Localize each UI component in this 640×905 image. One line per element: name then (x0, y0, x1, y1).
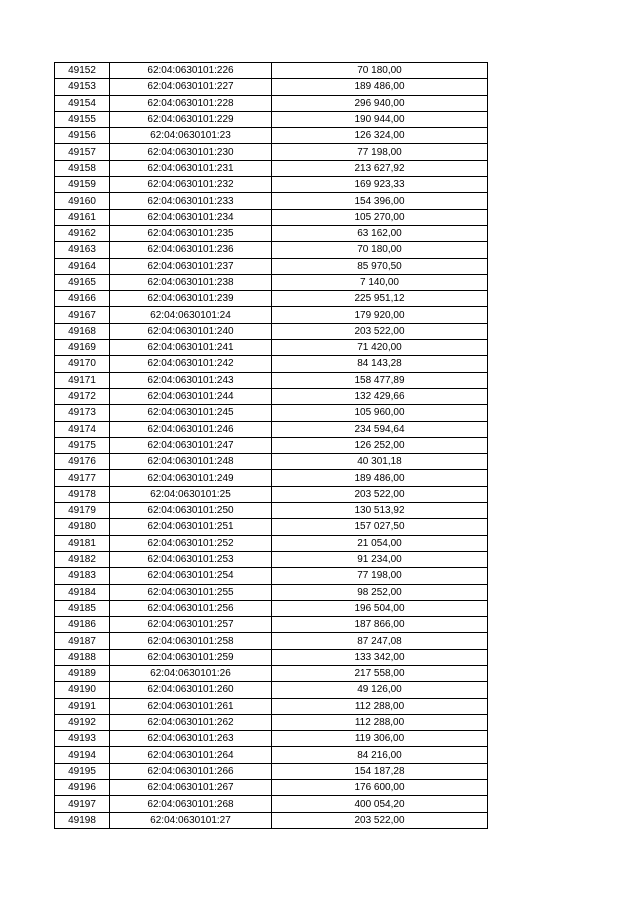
cadastral-value-cell: 105 960,00 (272, 405, 488, 421)
cadastral-value-cell: 85 970,50 (272, 258, 488, 274)
cadastral-number-cell: 62:04:0630101:236 (110, 242, 272, 258)
cadastral-value-cell: 187 866,00 (272, 617, 488, 633)
table-row (55, 535, 488, 551)
table-row (55, 568, 488, 584)
cadastral-value-cell: 203 522,00 (272, 812, 488, 828)
row-number-cell: 49188 (55, 649, 110, 665)
cadastral-number-cell: 62:04:0630101:244 (110, 388, 272, 404)
cadastral-value-cell: 21 054,00 (272, 535, 488, 551)
cadastral-value-cell: 84 216,00 (272, 747, 488, 763)
cadastral-value-cell: 217 558,00 (272, 665, 488, 681)
cadastral-number-cell: 62:04:0630101:231 (110, 160, 272, 176)
row-number-cell: 49182 (55, 551, 110, 567)
row-number-cell: 49191 (55, 698, 110, 714)
row-number-cell: 49186 (55, 617, 110, 633)
table-row (55, 682, 488, 698)
table-row (55, 193, 488, 209)
cadastral-number-cell: 62:04:0630101:242 (110, 356, 272, 372)
table-row (55, 551, 488, 567)
table-row (55, 421, 488, 437)
table-row (55, 454, 488, 470)
cadastral-number-cell: 62:04:0630101:262 (110, 714, 272, 730)
cadastral-value-cell: 132 429,66 (272, 388, 488, 404)
cadastral-value-table (54, 62, 488, 829)
row-number-cell: 49175 (55, 437, 110, 453)
table-row (55, 95, 488, 111)
table-row (55, 258, 488, 274)
table-row (55, 503, 488, 519)
cadastral-number-cell: 62:04:0630101:247 (110, 437, 272, 453)
cadastral-value-cell: 213 627,92 (272, 160, 488, 176)
cadastral-value-cell: 112 288,00 (272, 714, 488, 730)
row-number-cell: 49166 (55, 291, 110, 307)
cadastral-number-cell: 62:04:0630101:238 (110, 274, 272, 290)
cadastral-number-cell: 62:04:0630101:246 (110, 421, 272, 437)
cadastral-number-cell: 62:04:0630101:243 (110, 372, 272, 388)
table-row (55, 323, 488, 339)
row-number-cell: 49173 (55, 405, 110, 421)
cadastral-value-cell: 84 143,28 (272, 356, 488, 372)
cadastral-value-cell: 296 940,00 (272, 95, 488, 111)
cadastral-value-cell: 126 252,00 (272, 437, 488, 453)
row-number-cell: 49154 (55, 95, 110, 111)
table-row (55, 470, 488, 486)
table-row (55, 388, 488, 404)
table-row (55, 79, 488, 95)
cadastral-number-cell: 62:04:0630101:232 (110, 177, 272, 193)
cadastral-value-cell: 87 247,08 (272, 633, 488, 649)
cadastral-number-cell: 62:04:0630101:229 (110, 111, 272, 127)
table-row (55, 796, 488, 812)
table-row (55, 405, 488, 421)
cadastral-number-cell: 62:04:0630101:240 (110, 323, 272, 339)
row-number-cell: 49169 (55, 340, 110, 356)
row-number-cell: 49167 (55, 307, 110, 323)
cadastral-value-cell: 234 594,64 (272, 421, 488, 437)
cadastral-value-cell: 71 420,00 (272, 340, 488, 356)
cadastral-value-cell: 63 162,00 (272, 225, 488, 241)
cadastral-value-cell: 154 187,28 (272, 763, 488, 779)
row-number-cell: 49189 (55, 665, 110, 681)
cadastral-value-cell: 133 342,00 (272, 649, 488, 665)
cadastral-number-cell: 62:04:0630101:248 (110, 454, 272, 470)
cadastral-number-cell: 62:04:0630101:241 (110, 340, 272, 356)
row-number-cell: 49174 (55, 421, 110, 437)
cadastral-value-cell: 179 920,00 (272, 307, 488, 323)
table-row (55, 291, 488, 307)
cadastral-number-cell: 62:04:0630101:250 (110, 503, 272, 519)
row-number-cell: 49177 (55, 470, 110, 486)
table-row (55, 63, 488, 79)
row-number-cell: 49158 (55, 160, 110, 176)
row-number-cell: 49193 (55, 731, 110, 747)
row-number-cell: 49180 (55, 519, 110, 535)
cadastral-number-cell: 62:04:0630101:251 (110, 519, 272, 535)
table-row (55, 763, 488, 779)
cadastral-number-cell: 62:04:0630101:227 (110, 79, 272, 95)
row-number-cell: 49163 (55, 242, 110, 258)
cadastral-number-cell: 62:04:0630101:263 (110, 731, 272, 747)
table-row (55, 649, 488, 665)
cadastral-number-cell: 62:04:0630101:26 (110, 665, 272, 681)
row-number-cell: 49171 (55, 372, 110, 388)
row-number-cell: 49197 (55, 796, 110, 812)
cadastral-number-cell: 62:04:0630101:27 (110, 812, 272, 828)
table-row (55, 617, 488, 633)
cadastral-value-cell: 105 270,00 (272, 209, 488, 225)
row-number-cell: 49155 (55, 111, 110, 127)
table-row (55, 486, 488, 502)
cadastral-value-cell: 70 180,00 (272, 63, 488, 79)
table-row (55, 437, 488, 453)
table-row (55, 698, 488, 714)
cadastral-number-cell: 62:04:0630101:268 (110, 796, 272, 812)
row-number-cell: 49159 (55, 177, 110, 193)
cadastral-value-cell: 70 180,00 (272, 242, 488, 258)
cadastral-number-cell: 62:04:0630101:235 (110, 225, 272, 241)
row-number-cell: 49187 (55, 633, 110, 649)
row-number-cell: 49190 (55, 682, 110, 698)
row-number-cell: 49198 (55, 812, 110, 828)
row-number-cell: 49162 (55, 225, 110, 241)
row-number-cell: 49192 (55, 714, 110, 730)
cadastral-number-cell: 62:04:0630101:260 (110, 682, 272, 698)
cadastral-number-cell: 62:04:0630101:259 (110, 649, 272, 665)
cadastral-value-cell: 77 198,00 (272, 144, 488, 160)
table-body (55, 63, 488, 829)
cadastral-value-cell: 203 522,00 (272, 323, 488, 339)
cadastral-number-cell: 62:04:0630101:258 (110, 633, 272, 649)
table-row (55, 633, 488, 649)
cadastral-number-cell: 62:04:0630101:226 (110, 63, 272, 79)
row-number-cell: 49196 (55, 780, 110, 796)
cadastral-value-cell: 112 288,00 (272, 698, 488, 714)
row-number-cell: 49161 (55, 209, 110, 225)
table-row (55, 177, 488, 193)
table-row (55, 111, 488, 127)
cadastral-value-cell: 98 252,00 (272, 584, 488, 600)
cadastral-value-cell: 225 951,12 (272, 291, 488, 307)
table-row (55, 144, 488, 160)
table-row (55, 209, 488, 225)
row-number-cell: 49179 (55, 503, 110, 519)
cadastral-number-cell: 62:04:0630101:249 (110, 470, 272, 486)
cadastral-number-cell: 62:04:0630101:24 (110, 307, 272, 323)
table-row (55, 340, 488, 356)
row-number-cell: 49170 (55, 356, 110, 372)
cadastral-number-cell: 62:04:0630101:233 (110, 193, 272, 209)
table-row (55, 812, 488, 828)
cadastral-number-cell: 62:04:0630101:239 (110, 291, 272, 307)
table-row (55, 519, 488, 535)
row-number-cell: 49165 (55, 274, 110, 290)
row-number-cell: 49164 (55, 258, 110, 274)
cadastral-value-cell: 196 504,00 (272, 600, 488, 616)
cadastral-value-cell: 130 513,92 (272, 503, 488, 519)
cadastral-number-cell: 62:04:0630101:266 (110, 763, 272, 779)
cadastral-number-cell: 62:04:0630101:256 (110, 600, 272, 616)
row-number-cell: 49168 (55, 323, 110, 339)
table-row (55, 274, 488, 290)
row-number-cell: 49176 (55, 454, 110, 470)
table-row (55, 747, 488, 763)
cadastral-value-cell: 154 396,00 (272, 193, 488, 209)
table-row (55, 600, 488, 616)
table-row (55, 714, 488, 730)
cadastral-value-cell: 189 486,00 (272, 79, 488, 95)
row-number-cell: 49156 (55, 128, 110, 144)
table-row (55, 356, 488, 372)
cadastral-value-cell: 157 027,50 (272, 519, 488, 535)
cadastral-number-cell: 62:04:0630101:257 (110, 617, 272, 633)
row-number-cell: 49181 (55, 535, 110, 551)
cadastral-number-cell: 62:04:0630101:23 (110, 128, 272, 144)
table-row (55, 128, 488, 144)
row-number-cell: 49195 (55, 763, 110, 779)
cadastral-number-cell: 62:04:0630101:261 (110, 698, 272, 714)
row-number-cell: 49172 (55, 388, 110, 404)
row-number-cell: 49178 (55, 486, 110, 502)
cadastral-value-cell: 203 522,00 (272, 486, 488, 502)
row-number-cell: 49157 (55, 144, 110, 160)
row-number-cell: 49160 (55, 193, 110, 209)
table-row (55, 731, 488, 747)
cadastral-value-cell: 7 140,00 (272, 274, 488, 290)
cadastral-value-cell: 91 234,00 (272, 551, 488, 567)
cadastral-value-cell: 400 054,20 (272, 796, 488, 812)
cadastral-value-cell: 126 324,00 (272, 128, 488, 144)
cadastral-number-cell: 62:04:0630101:252 (110, 535, 272, 551)
cadastral-number-cell: 62:04:0630101:228 (110, 95, 272, 111)
cadastral-number-cell: 62:04:0630101:230 (110, 144, 272, 160)
cadastral-number-cell: 62:04:0630101:267 (110, 780, 272, 796)
table-row (55, 372, 488, 388)
cadastral-number-cell: 62:04:0630101:237 (110, 258, 272, 274)
table-row (55, 665, 488, 681)
row-number-cell: 49184 (55, 584, 110, 600)
cadastral-value-cell: 40 301,18 (272, 454, 488, 470)
cadastral-value-cell: 77 198,00 (272, 568, 488, 584)
cadastral-value-cell: 49 126,00 (272, 682, 488, 698)
table-row (55, 225, 488, 241)
cadastral-number-cell: 62:04:0630101:234 (110, 209, 272, 225)
cadastral-number-cell: 62:04:0630101:254 (110, 568, 272, 584)
cadastral-number-cell: 62:04:0630101:25 (110, 486, 272, 502)
cadastral-number-cell: 62:04:0630101:253 (110, 551, 272, 567)
table-row (55, 584, 488, 600)
row-number-cell: 49153 (55, 79, 110, 95)
cadastral-number-cell: 62:04:0630101:245 (110, 405, 272, 421)
table-row (55, 242, 488, 258)
cadastral-number-cell: 62:04:0630101:264 (110, 747, 272, 763)
cadastral-value-cell: 119 306,00 (272, 731, 488, 747)
cadastral-value-cell: 176 600,00 (272, 780, 488, 796)
cadastral-value-cell: 190 944,00 (272, 111, 488, 127)
cadastral-value-cell: 189 486,00 (272, 470, 488, 486)
row-number-cell: 49183 (55, 568, 110, 584)
table-row (55, 307, 488, 323)
cadastral-number-cell: 62:04:0630101:255 (110, 584, 272, 600)
table-row (55, 160, 488, 176)
table-row (55, 780, 488, 796)
row-number-cell: 49152 (55, 63, 110, 79)
cadastral-value-cell: 158 477,89 (272, 372, 488, 388)
row-number-cell: 49194 (55, 747, 110, 763)
row-number-cell: 49185 (55, 600, 110, 616)
cadastral-value-cell: 169 923,33 (272, 177, 488, 193)
